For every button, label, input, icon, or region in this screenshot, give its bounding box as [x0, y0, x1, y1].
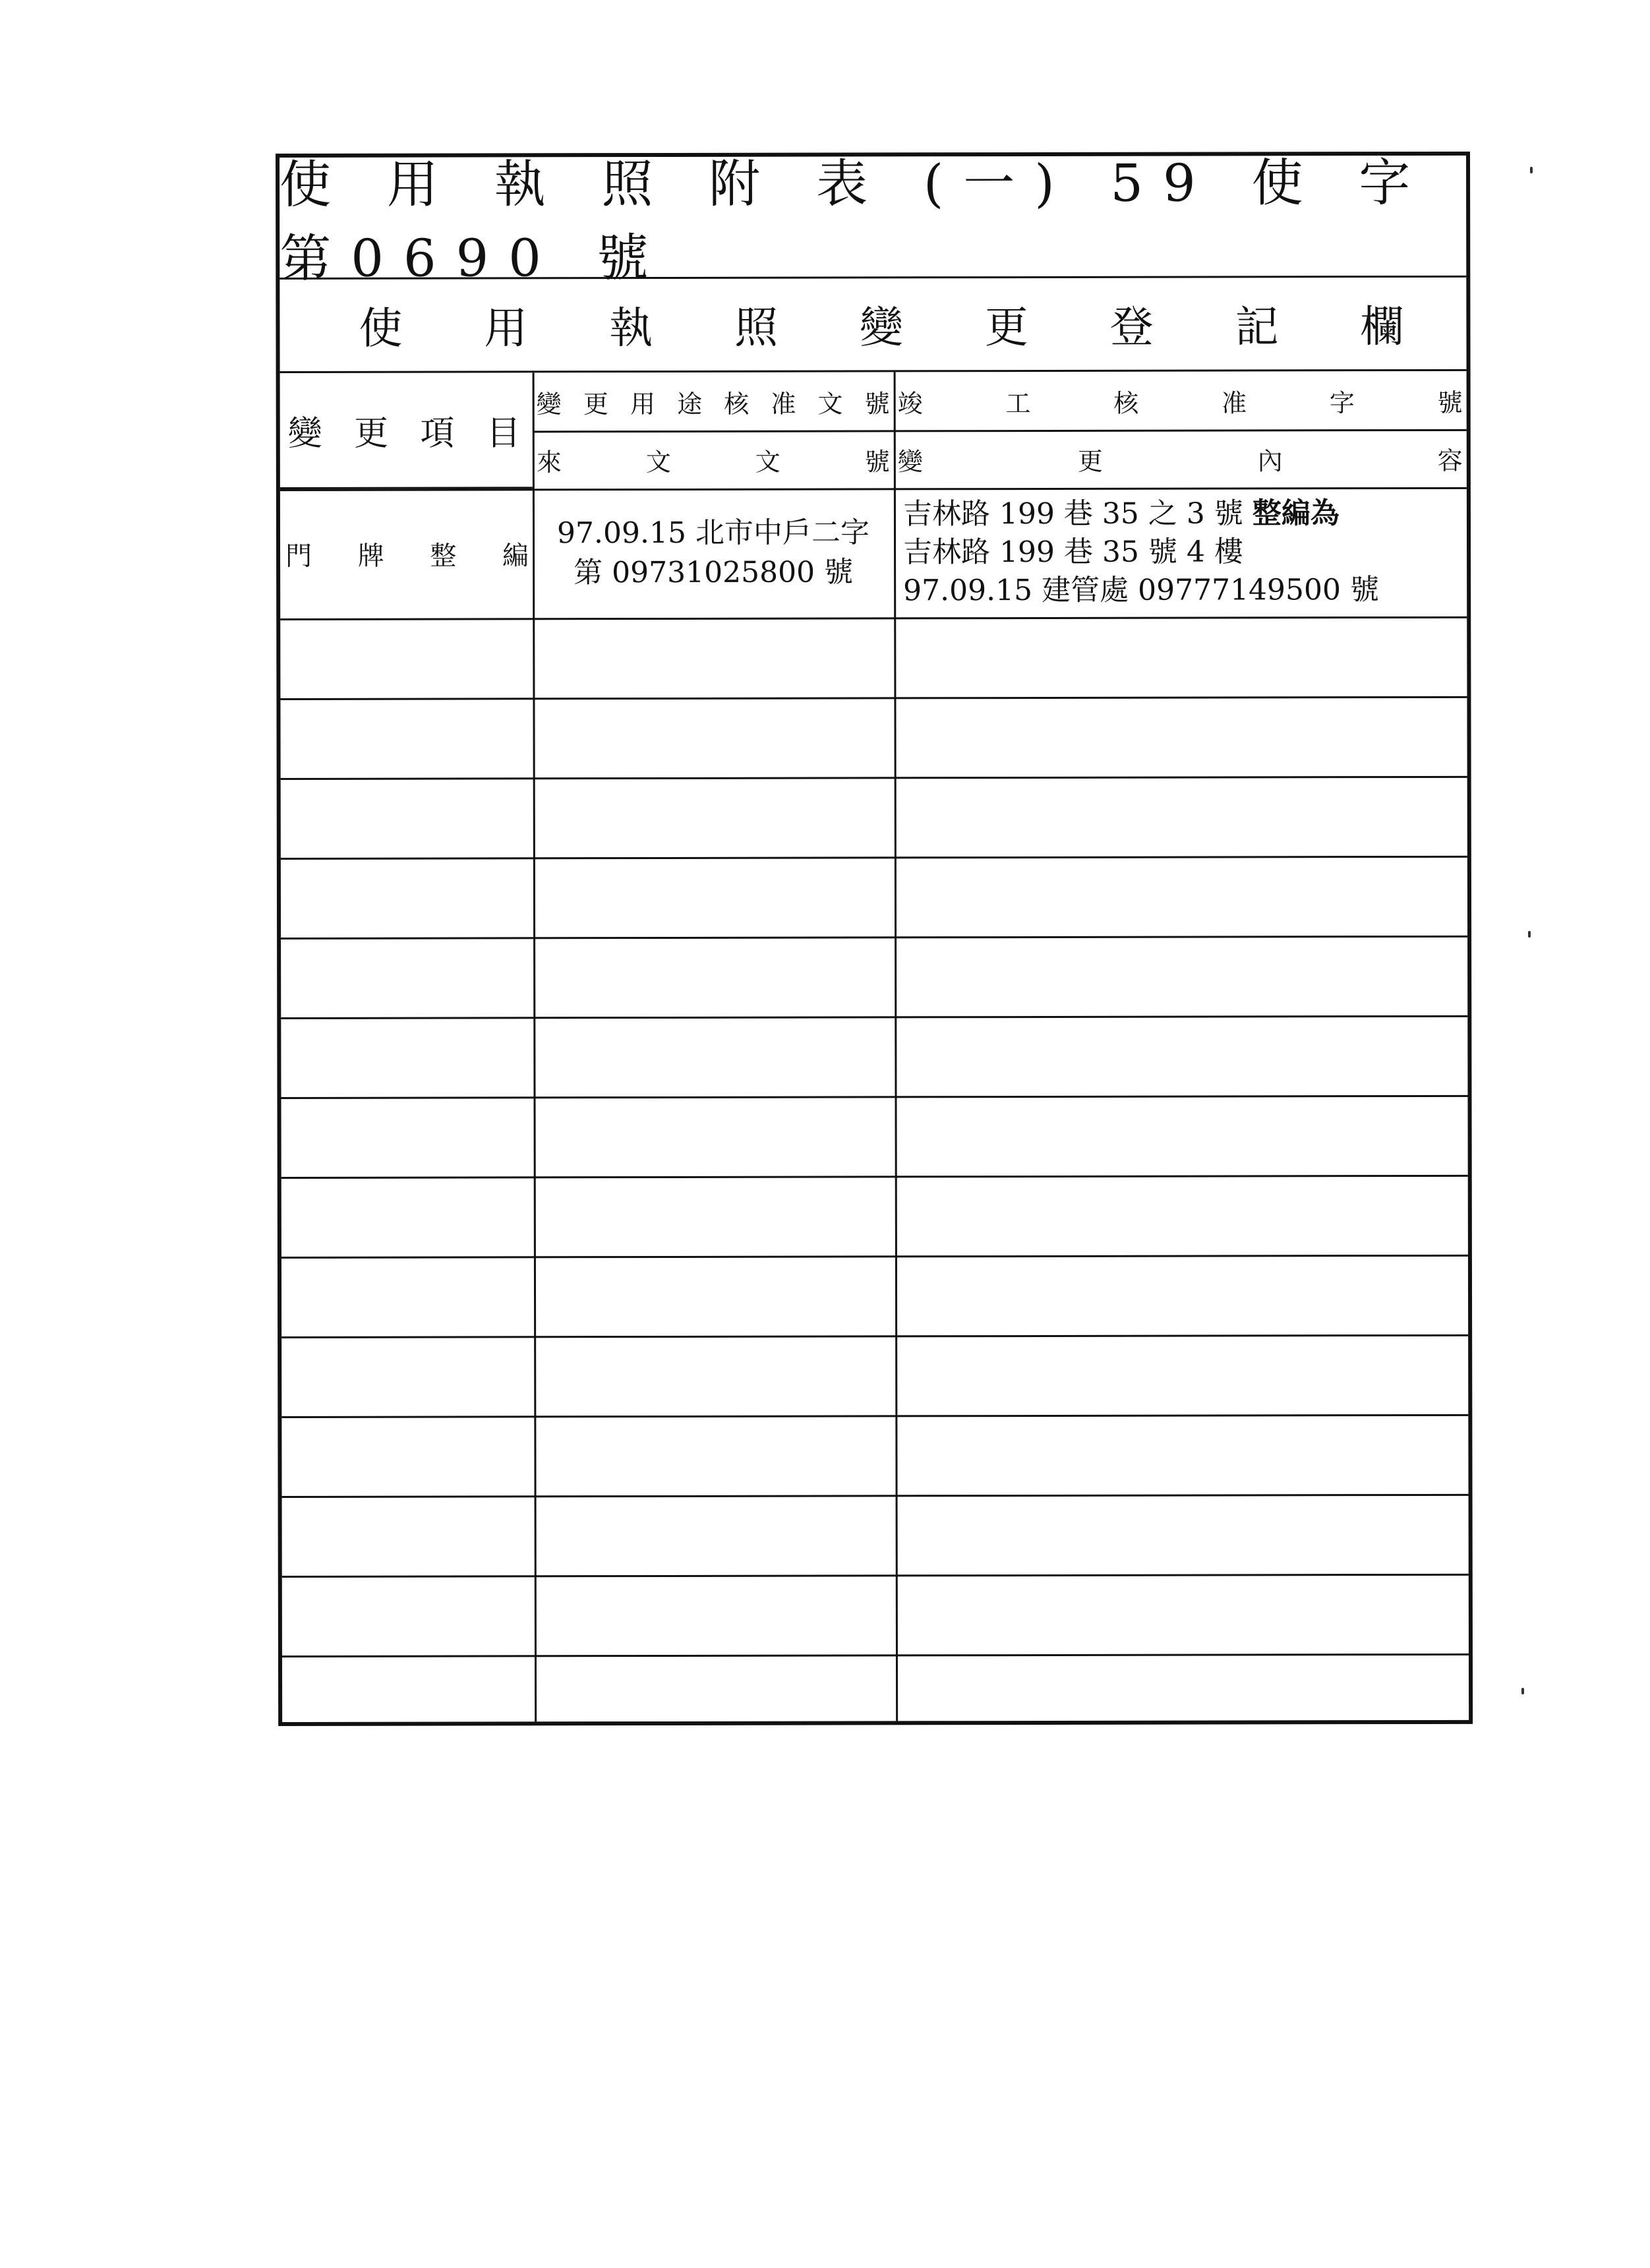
- header-char: 准: [1222, 388, 1247, 417]
- table-row-line: [280, 696, 1467, 700]
- header-char: 號: [864, 446, 890, 476]
- table-row-line: [281, 1015, 1467, 1019]
- header-char: 用: [630, 389, 655, 419]
- form-frame: [276, 152, 1473, 1726]
- section-title-char: 照: [734, 302, 779, 353]
- section-title-char: 記: [1235, 301, 1279, 352]
- header-char: 工: [1005, 388, 1031, 418]
- header-completion-number: [894, 371, 1467, 431]
- header-char: 內: [1257, 446, 1283, 475]
- entry-item-char: 整: [430, 541, 457, 572]
- header-change-item: [280, 373, 533, 489]
- section-title-char: 使: [359, 303, 403, 354]
- table-row-line: [281, 776, 1467, 780]
- header-char: 途: [677, 389, 703, 419]
- entry-content-line: [903, 494, 1467, 533]
- scan-speck: [1530, 167, 1533, 173]
- header-char: 更: [1077, 446, 1103, 476]
- header-change-content: [894, 429, 1467, 489]
- section-title-char: 欄: [1360, 301, 1404, 352]
- entry-incoming-doc: [533, 488, 894, 618]
- table-row-line: [281, 1095, 1467, 1099]
- header-char: 容: [1437, 446, 1463, 475]
- table-row-line: [281, 936, 1467, 940]
- form-title: 使 用 執 照 附 表 (一) 59 使 字 第0690 號: [280, 156, 1466, 280]
- entry-doc-line: 第 09731025800 號: [574, 555, 854, 590]
- header-char: 文: [645, 447, 671, 477]
- header-char: 核: [724, 389, 750, 419]
- table-row-line: [281, 1414, 1468, 1418]
- scan-speck: [1521, 1688, 1524, 1694]
- section-title-char: 登: [1109, 301, 1154, 353]
- entry-content-text: 吉林路 199 巷 35 之 3 號: [902, 496, 1252, 531]
- entry-content-line: 97.09.15 建管處 09777149500 號: [903, 573, 1380, 608]
- table-row-line: [282, 1654, 1469, 1657]
- header-char: 竣: [897, 388, 923, 418]
- table-row-line: [281, 856, 1467, 860]
- entry-doc-line: 97.09.15 北市中戶二字: [556, 516, 870, 551]
- entry-item-char: 牌: [357, 541, 384, 572]
- table-row-line: [281, 1255, 1468, 1259]
- section-title-char: 用: [484, 302, 528, 353]
- table-row-line: [282, 1574, 1469, 1578]
- header-char: 文: [755, 447, 781, 477]
- header-char: 號: [864, 388, 890, 418]
- header-char: 字: [1329, 388, 1355, 417]
- scan-speck: [1528, 931, 1531, 938]
- header-char: 目: [486, 413, 521, 454]
- header-char: 准: [771, 389, 796, 419]
- header-char: 變: [897, 446, 923, 476]
- entry-item-char: 門: [285, 541, 312, 572]
- entry-content-line: 吉林路 199 巷 35 號 4 樓: [903, 535, 1243, 570]
- table-row-line: [282, 1494, 1469, 1498]
- header-approval-number: [533, 372, 894, 431]
- entry-item-char: 編: [502, 540, 529, 571]
- section-title-char: 變: [859, 301, 904, 353]
- table-row-line: [281, 1175, 1468, 1179]
- section-title-char: 更: [984, 301, 1028, 353]
- entry-content-text: 整編為: [1252, 496, 1340, 531]
- table-row-line: [281, 1334, 1468, 1338]
- header-incoming-doc-number: [533, 430, 894, 489]
- section-title-char: 執: [609, 302, 653, 353]
- header-char: 變: [287, 413, 322, 454]
- header-char: 更: [354, 413, 389, 454]
- header-char: 核: [1113, 388, 1139, 418]
- entry-change-content: [894, 487, 1467, 618]
- header-char: 來: [536, 447, 562, 477]
- header-char: 變: [536, 389, 562, 419]
- entry-change-item: [280, 489, 533, 618]
- header-char: 項: [420, 413, 455, 454]
- section-title: [280, 276, 1466, 373]
- header-char: 更: [583, 389, 608, 419]
- header-char: 文: [817, 388, 843, 419]
- header-char: 號: [1437, 388, 1463, 417]
